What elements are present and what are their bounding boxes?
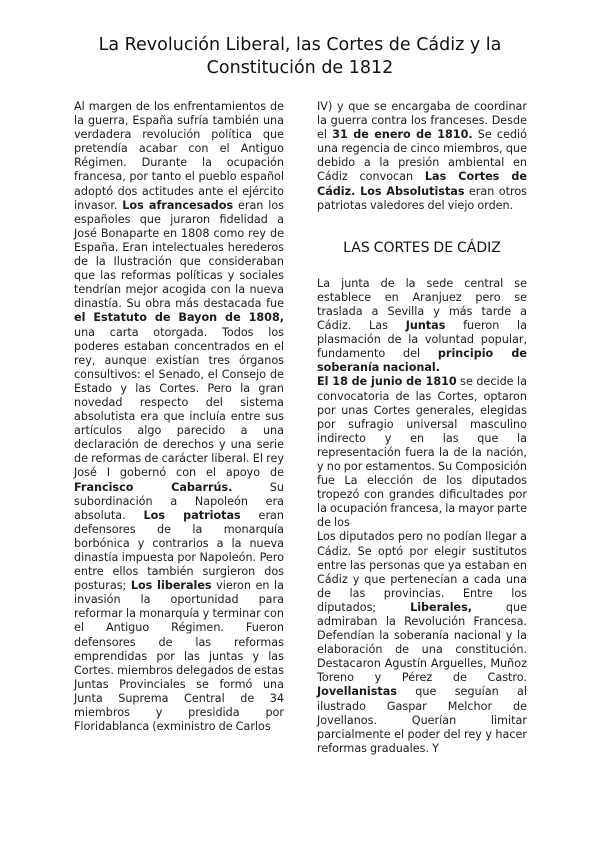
text-run: La junta de la sede central se establece en Aranjuez pero se traslada a Sevilla y más tarde a Cádiz. Las xyxy=(317,276,527,333)
paragraph xyxy=(317,100,527,213)
text-run: se decide la convocatoria de las Cortes, optaron por unas Cortes generales, elegidas por sufragio universal masculino indirecto y en las que la representación fuera la de la nación, y no por estamentos. Su Composición fue La elección de los diputados tropezó con grandes dificultades por la ocupación francesa, la mayor parte de los xyxy=(317,375,527,530)
text-run: vieron en la invasión la oportunidad para reformar la monarquía y terminar con el Antiguo Régimen. Fueron defensores de las reformas emprendidas por las juntas y las Cortes. miembros delegados de estas Juntas Provinciales se formó una Junta Suprema Central de 34 miembros y presidida por Floridablanca (exministro de Carlos xyxy=(74,579,284,734)
text-run: eran los españoles que juraron fidelidad a José Bonaparte en 1808 como rey de España. Eran intelectuales herederos de la Ilustración que consideraban que las reformas políticas y sociales tendrían mejor acogida con la nueva dinastía. Su obra más destacada fue xyxy=(74,198,284,311)
text-run: IV) y que se encargaba de coordinar la guerra contra los franceses. Desde el xyxy=(317,100,527,142)
text-run: una carta otorgada. Todos los poderes estaban concentrados en el rey, aunque existían tres órganos consultivos: el Senado, el Consejo de Estado y las Cortes. Pero la gran novedad respecto del sistema absolutista era que incluía entre sus artículos algo parecido a una declaración de derechos y una serie de reformas de carácter liberal. El rey José I gobernó con el apoyo de xyxy=(74,325,284,480)
bold-term: Las Cortes de Cádiz. Los Absolutistas xyxy=(317,170,527,198)
text-run: que admiraban la Revolución Francesa. Defendían la soberanía nacional y la elaboración de una constitución. Destacaron Agustín Arguelles, Muñoz Toreno y Pérez de Castro. xyxy=(317,600,527,685)
bold-term: Francisco Cabarrús. xyxy=(74,480,233,494)
document-title: La Revolución Liberal, las Cortes de Cádiz y la Constitución de 1812 xyxy=(98,35,502,78)
bold-term: principio de soberanía nacional. xyxy=(317,347,527,375)
text-run: que seguían al ilustrado Gaspar Melchor de Jovellanos. Querían limitar parcialmente el poder del rey y hacer reformas graduales. Y xyxy=(317,685,527,755)
right-column xyxy=(317,100,527,756)
bold-term: Los liberales xyxy=(130,579,212,593)
text-run: Su subordinación a Napoleón era absoluta. xyxy=(74,480,284,522)
text-run: Al margen de los enfrentamientos de la guerra, España sufría también una verdadera revolución política que pretendía acabar con el Antiguo Régimen. Durante la ocupación francesa, por tanto el pueblo español adoptó dos actitudes ante el ejército invasor. xyxy=(74,100,284,212)
bold-term: Liberales, xyxy=(410,600,473,614)
bold-term: El 18 de junio de 1810 xyxy=(317,375,457,389)
section-heading: LAS CORTES DE CÁDIZ xyxy=(343,239,501,256)
text-run: Se cedió una regencia de cinco miembros, que debido a la presión ambiental en Cádiz convocan xyxy=(317,128,528,184)
paragraph xyxy=(317,530,527,756)
left-column xyxy=(74,100,284,734)
bold-term: Juntas xyxy=(405,319,446,333)
bold-term: Los afrancesados xyxy=(122,198,234,212)
paragraph xyxy=(317,277,527,376)
bold-term: Los patriotas xyxy=(143,508,241,522)
text-run: eran defensores de la monarquía borbónica y contrarios a la nueva dinastía impuesta por Napoleón. Pero entre ellos también surgieron dos posturas; xyxy=(74,508,284,593)
bold-term: Jovellanistas xyxy=(317,685,397,699)
paragraph xyxy=(317,375,527,530)
bold-term: el Estatuto de Bayon de 1808, xyxy=(74,311,284,325)
text-run: eran otros patriotas valedores del viejo orden. xyxy=(317,184,527,212)
text-run: fueron la plasmación de la voluntad popular, fundamento del xyxy=(317,319,527,361)
paragraph xyxy=(74,100,284,734)
bold-term: 31 de enero de 1810. xyxy=(332,128,473,142)
text-run: Los diputados pero no podían llegar a Cádiz. Se optó por elegir sustitutos entre las personas que ya estaban en Cádiz y que pertenecían a cada una de las provincias. Entre los diputados; xyxy=(317,530,527,614)
